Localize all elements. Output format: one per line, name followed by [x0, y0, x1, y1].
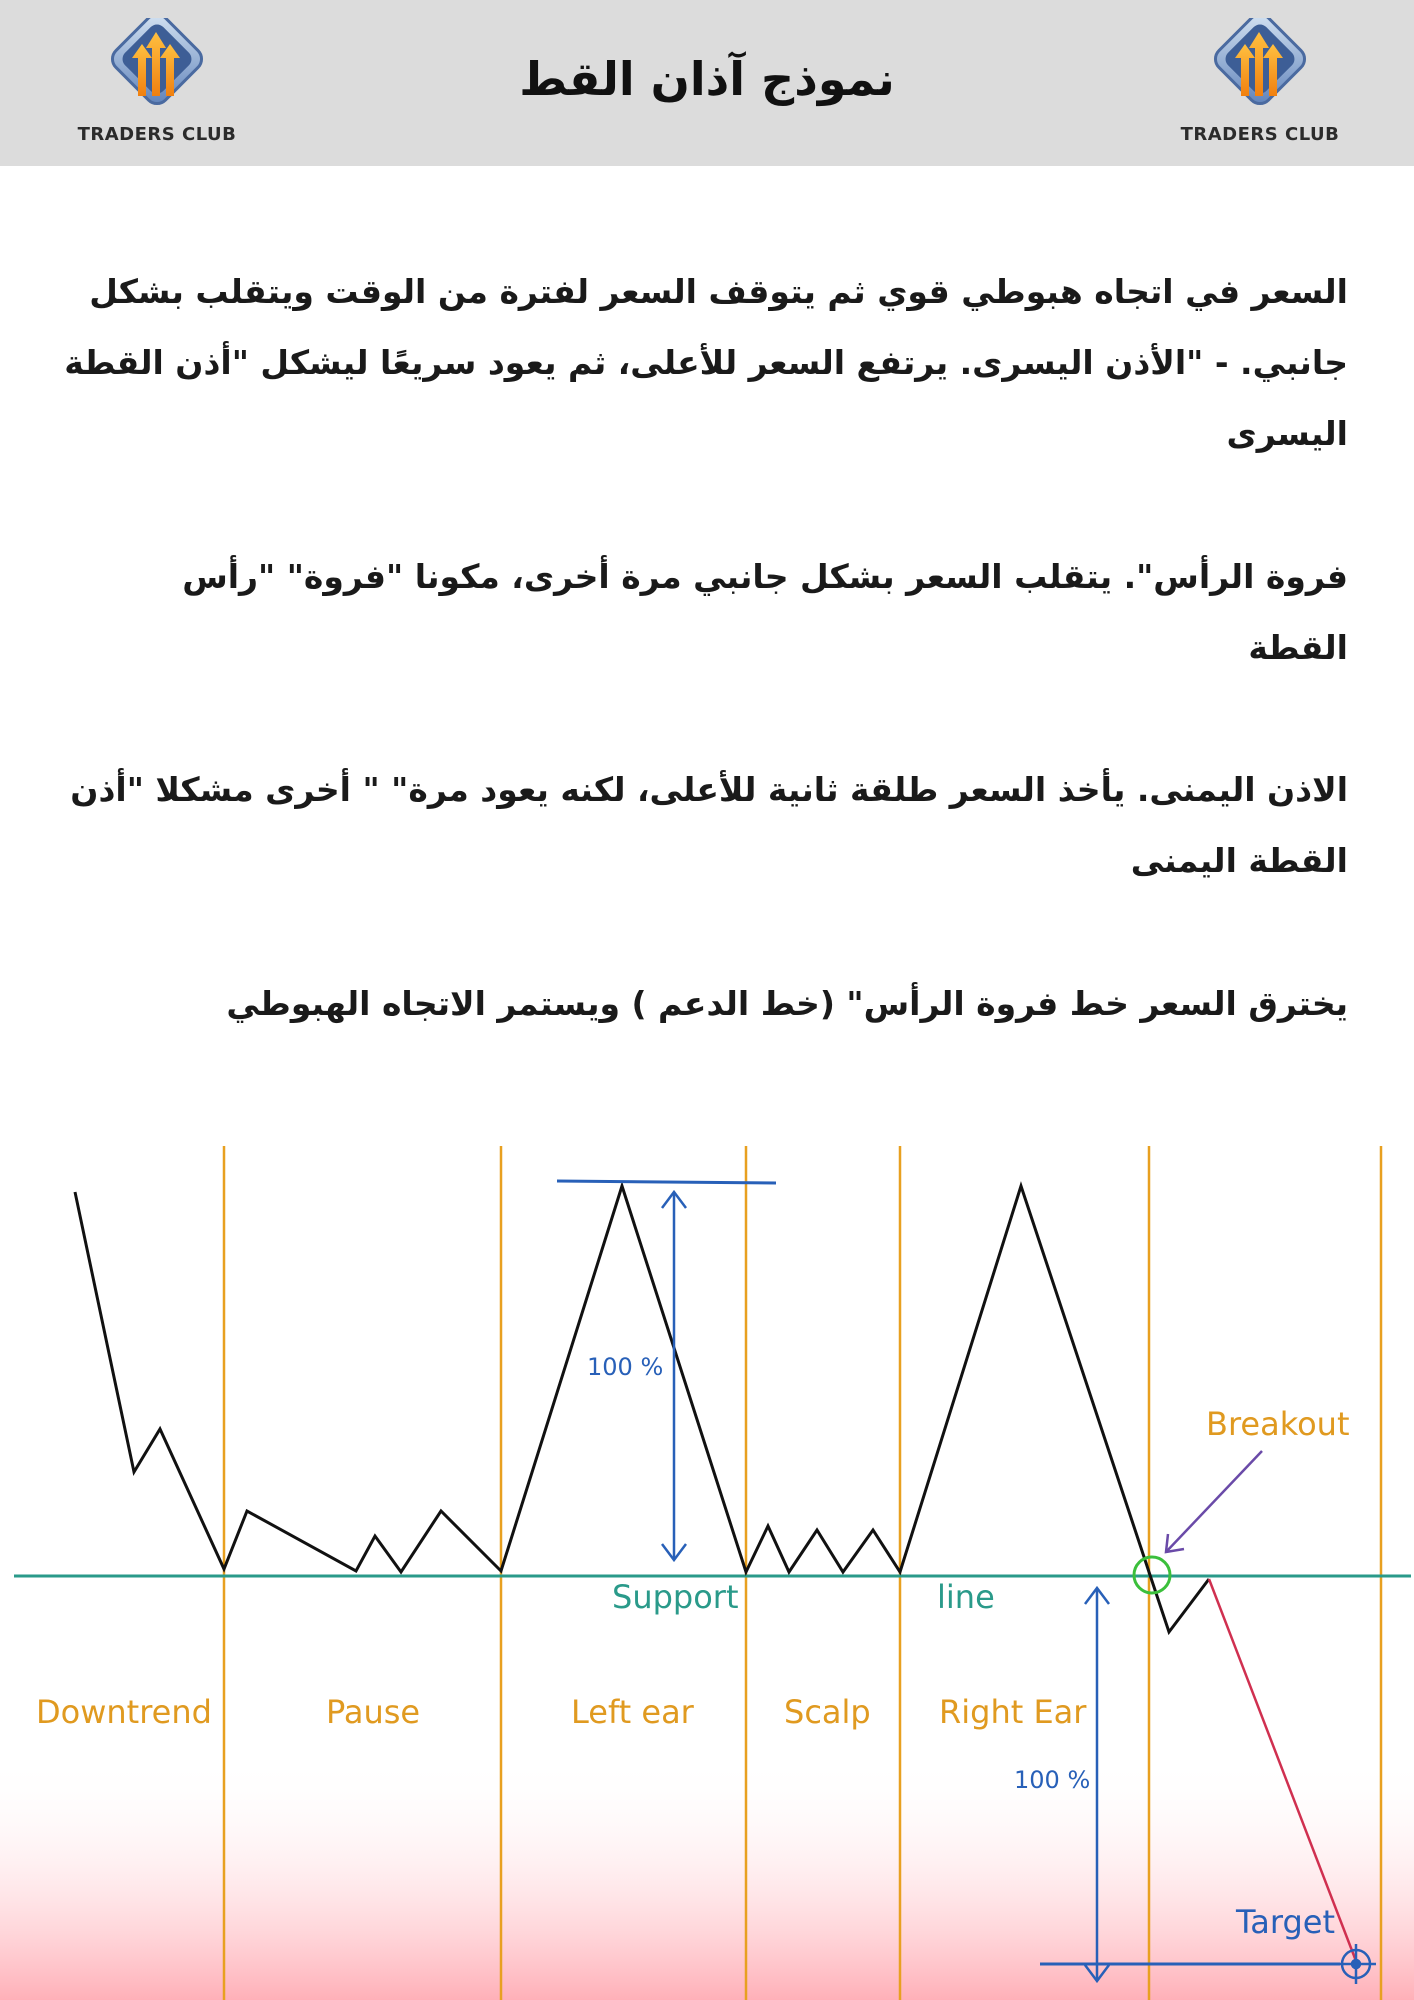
phase-label-downtrend: Downtrend — [36, 1693, 212, 1731]
traders-club-logo-left — [62, 18, 252, 148]
left-ear-top-line — [557, 1181, 776, 1183]
support-label: Support — [612, 1578, 739, 1616]
paragraph-breakout: يخترق السعر خط فروة الرأس" (خط الدعم ) ويستمر الاتجاه الهبوطي — [226, 984, 1348, 1023]
breakout-arrow-icon — [1166, 1451, 1262, 1552]
cat-ears-pattern-diagram — [0, 1098, 1414, 2000]
logo-text: TRADERS CLUB — [77, 124, 237, 145]
measure-top-label: 100 % — [587, 1353, 664, 1381]
paragraph-left-ear: السعر في اتجاه هبوطي قوي ثم يتوقف السعر لفترة من الوقت ويتقلب بشكل جانبي. - "الأذن اليسرى. يرتفع السعر للأعلى، ثم يعود سريعًا ليشكل "أذن القطة اليسرى — [64, 272, 1348, 453]
measure-bottom-label: 100 % — [1014, 1766, 1091, 1794]
breakout-label: Breakout — [1206, 1405, 1350, 1443]
paragraph-scalp: فروة الرأس". يتقلب السعر بشكل جانبي مرة أخرى، مكونا "فروة" "رأس القطة — [182, 557, 1348, 667]
phase-label-pause: Pause — [326, 1693, 421, 1731]
traders-club-logo-icon — [1203, 18, 1317, 122]
phase-label-left-ear: Left ear — [571, 1693, 694, 1731]
paragraph-right-ear: الاذن اليمنى. يأخذ السعر طلقة ثانية للأعلى، لكنه يعود مرة" " أخرى مشكلا "أذن القطة اليمنى — [70, 770, 1348, 880]
phase-label-right-ear: Right Ear — [939, 1693, 1087, 1731]
header-bar — [0, 0, 1414, 166]
target-label: Target — [1236, 1903, 1335, 1941]
logo-text: TRADERS CLUB — [1180, 124, 1340, 145]
traders-club-logo-right — [1165, 18, 1355, 148]
line-label: line — [937, 1578, 995, 1616]
page-title: نموذج آذان القط — [519, 52, 895, 106]
phase-label-scalp: Scalp — [784, 1693, 871, 1731]
traders-club-logo-icon — [100, 18, 214, 122]
price-line — [75, 1186, 1209, 1632]
diagram-canvas — [0, 1098, 1414, 2000]
